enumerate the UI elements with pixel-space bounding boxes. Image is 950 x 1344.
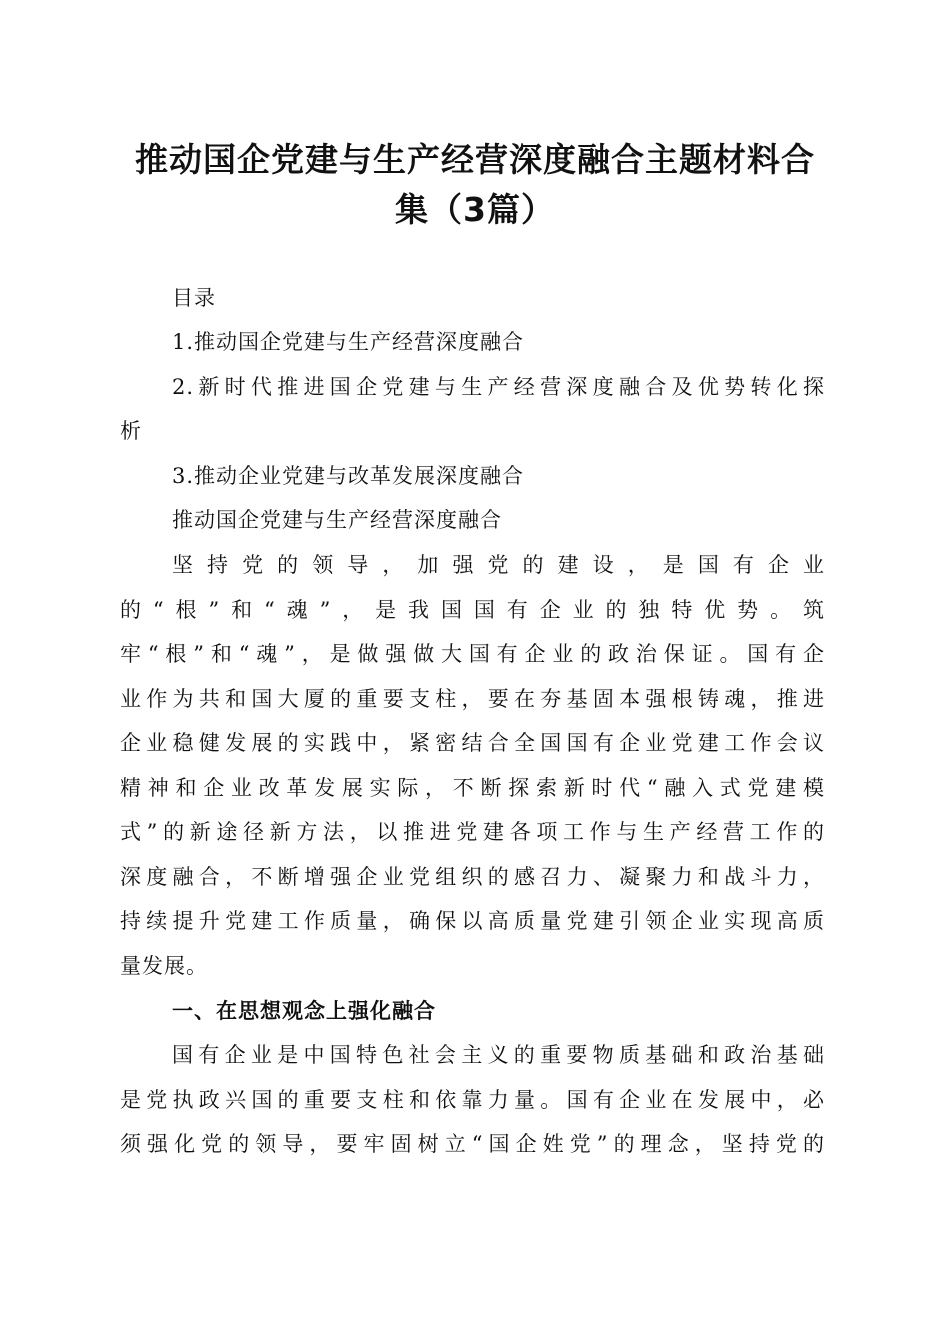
paragraph-line: 量发展。 (120, 954, 208, 978)
toc-heading: 目录 (172, 286, 216, 310)
document-title (110, 135, 840, 235)
paragraph-line: 的“根”和“魂”，是我国国有企业的独特优势。筑 (120, 598, 825, 622)
paragraph-line: 是党执政兴国的重要支柱和依靠力量。国有企业在发展中，必 (120, 1088, 825, 1112)
toc-item-3: 3.推动企业党建与改革发展深度融合 (172, 464, 525, 488)
article-title: 推动国企党建与生产经营深度融合 (172, 508, 502, 532)
paragraph-line: 须强化党的领导，要牢固树立“国企姓党”的理念，坚持党的 (120, 1132, 825, 1156)
paragraph-line: 牢“根”和“魂”，是做强做大国有企业的政治保证。国有企 (120, 642, 825, 666)
paragraph-line: 国有企业是中国特色社会主义的重要物质基础和政治基础 (172, 1043, 825, 1067)
paragraph-line: 业作为共和国大厦的重要支柱，要在夯基固本强根铸魂，推进 (120, 687, 825, 711)
toc-item-2-continued: 析 (120, 419, 142, 443)
paragraph-line: 深度融合，不断增强企业党组织的感召力、凝聚力和战斗力， (120, 865, 825, 889)
paragraph-line: 企业稳健发展的实践中，紧密结合全国国有企业党建工作会议 (120, 731, 825, 755)
paragraph-line: 坚持党的领导，加强党的建设，是国有企业 (172, 553, 825, 577)
title-line-2: 集（3篇） (395, 190, 555, 229)
toc-item-1: 1.推动国企党建与生产经营深度融合 (172, 330, 525, 354)
section-heading: 一、在思想观念上强化融合 (172, 999, 436, 1023)
paragraph-line: 式”的新途径新方法，以推进党建各项工作与生产经营工作的 (120, 820, 825, 844)
paragraph-line: 精神和企业改革发展实际，不断探索新时代“融入式党建模 (120, 776, 825, 800)
toc-item-2: 2.新时代推进国企党建与生产经营深度融合及优势转化探 (172, 375, 825, 399)
paragraph-line: 持续提升党建工作质量，确保以高质量党建引领企业实现高质 (120, 909, 825, 933)
title-line-1: 推动国企党建与生产经营深度融合主题材料合 (135, 140, 815, 179)
